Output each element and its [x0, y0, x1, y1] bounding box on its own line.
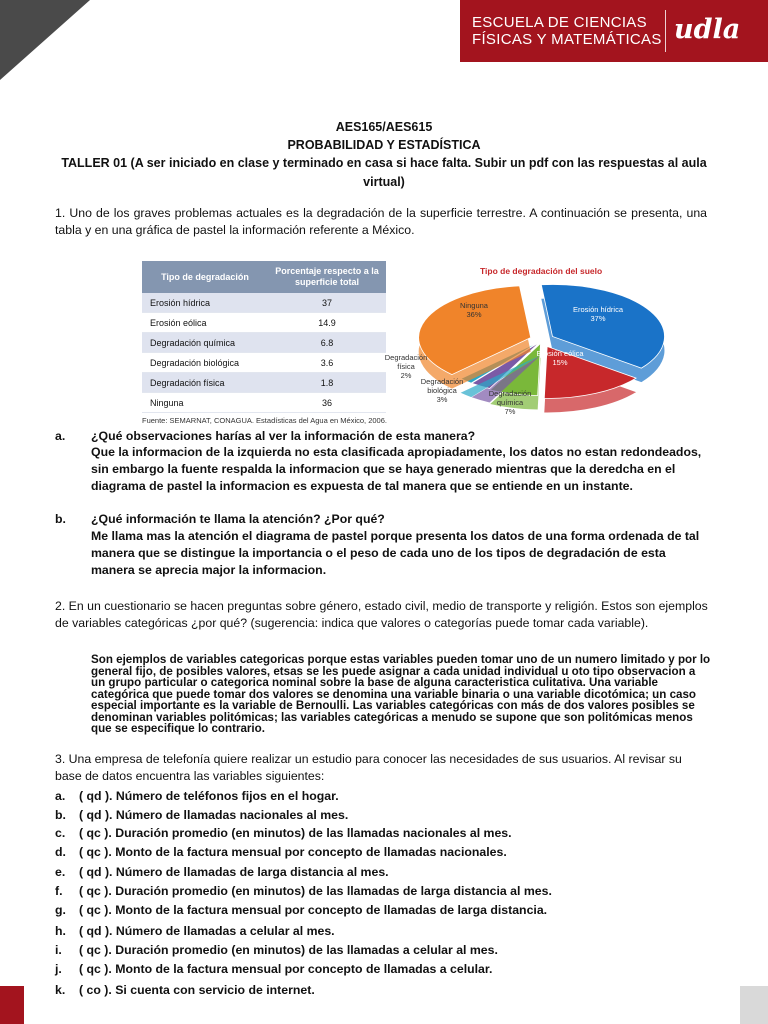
- pie-label: 3%: [436, 395, 448, 404]
- item-label: b.: [55, 808, 66, 822]
- item-text: ( qc ). Monto de la factura mensual por concepto de llamadas nacionales.: [79, 845, 507, 859]
- item-label: h.: [55, 924, 66, 938]
- table-cell-name: Erosión hídrica: [142, 293, 268, 313]
- corner-decoration: [0, 0, 90, 80]
- question-2-text: 2. En un cuestionario se hacen preguntas sobre género, estado civil, medio de transporte y religión. Estos son ejemplos de variables categóricas ¿por qué? (sugerencia: indica que valores o categorías puede tomar cada variable).: [55, 599, 708, 630]
- pie-label: Degradación: [384, 353, 428, 362]
- list-item: [55, 924, 335, 938]
- table-cell-name: Degradación biológica: [142, 353, 268, 373]
- item-text: ( qd ). Número de llamadas de larga distancia al mes.: [79, 865, 389, 879]
- table-cell-value: 37: [268, 293, 386, 313]
- answer-a: Que la informacion de la izquierda no esta clasificada apropiadamente, los datos no estan redondeados, sin embargo la fuente respalda la informacion que se haya generado mientras que la deredcha en el diagrama de pastel la informacion es expuesta de tal manera que se entiende en un instante.: [91, 445, 702, 493]
- item-label: j.: [55, 962, 62, 976]
- table-header-type: Tipo de degradación: [142, 261, 268, 293]
- list-item: [55, 903, 547, 917]
- taller-title-line-2: virtual): [363, 175, 405, 189]
- table-source: Fuente: SEMARNAT, CONAGUA. Estadísticas del Agua en México, 2006.: [142, 416, 387, 425]
- pie-label: Degradación: [420, 377, 464, 386]
- list-item: [55, 826, 512, 840]
- list-item: [55, 845, 507, 859]
- banner-line-2: FÍSICAS Y MATEMÁTICAS: [472, 31, 662, 48]
- pie-label: 7%: [504, 407, 516, 416]
- table-row: [142, 293, 386, 313]
- table-header-percent: Porcentaje respecto a la superficie total: [268, 261, 386, 293]
- pie-label: 37%: [590, 314, 606, 323]
- item-text: ( qd ). Número de llamadas nacionales al mes.: [79, 808, 349, 822]
- list-item: [55, 943, 498, 957]
- item-text: ( qc ). Duración promedio (en minutos) de las llamadas nacionales al mes.: [79, 826, 512, 840]
- item-label: g.: [55, 903, 66, 917]
- item-text: ( qc ). Monto de la factura mensual por concepto de llamadas a celular.: [79, 962, 493, 976]
- question-3-text: 3. Una empresa de telefonía quiere realizar un estudio para conocer las necesidades de sus usuarios. Al revisar su base de datos encuentra las variables siguientes:: [55, 752, 682, 783]
- pie-label: biológica: [427, 386, 457, 395]
- question-a-label: a.: [55, 429, 66, 443]
- pie-label: 36%: [466, 310, 482, 319]
- pie-label: física: [397, 362, 415, 371]
- pie-label: Degradación: [488, 389, 532, 398]
- pie-label: Ninguna: [460, 301, 488, 310]
- item-label: c.: [55, 826, 66, 840]
- degradation-pie-chart: [384, 262, 672, 426]
- table-cell-name: Erosión eólica: [142, 313, 268, 333]
- pie-label: 15%: [552, 358, 568, 367]
- table-cell-value: 36: [268, 393, 386, 413]
- pie-label: Erosión eólica: [536, 349, 584, 358]
- table-cell-value: 3.6: [268, 353, 386, 373]
- question-a-text: ¿Qué observaciones harías al ver la información de esta manera?: [91, 429, 476, 443]
- item-label: f.: [55, 884, 63, 898]
- table-cell-name: Degradación física: [142, 373, 268, 393]
- item-text: ( qc ). Monto de la factura mensual por concepto de llamadas de larga distancia.: [79, 903, 548, 917]
- footer-red-block: [0, 986, 24, 1024]
- item-text: ( qd ). Número de teléfonos fijos en el hogar.: [79, 789, 339, 803]
- table-cell-name: Degradación química: [142, 333, 268, 353]
- list-item: [55, 865, 389, 879]
- list-item: [55, 962, 492, 976]
- table-cell-value: 14.9: [268, 313, 386, 333]
- list-item: [55, 983, 315, 997]
- question-b: [55, 512, 385, 526]
- institution-banner: [460, 0, 768, 62]
- table-cell-value: 6.8: [268, 333, 386, 353]
- answer-b: Me llama mas la atención el diagrama de pastel porque presenta los datos de una forma ordenada de tal manera que se distingue la importancia o el peso de cada uno de los tipos de degradación de esta manera se aprecia major la informacion.: [91, 529, 700, 577]
- item-label: i.: [55, 943, 62, 957]
- table-cell-value: 1.8: [268, 373, 386, 393]
- item-text: ( co ). Si cuenta con servicio de internet.: [79, 983, 315, 997]
- item-text: ( qc ). Duración promedio (en minutos) de las llamadas a celular al mes.: [79, 943, 498, 957]
- list-item: [55, 884, 552, 898]
- pie-label: 2%: [400, 371, 412, 380]
- item-text: ( qd ). Número de llamadas a celular al mes.: [79, 924, 335, 938]
- question-b-text: ¿Qué información te llama la atención? ¿Por qué?: [91, 512, 385, 526]
- table-row: [142, 373, 386, 393]
- udla-logo: udla: [674, 14, 741, 45]
- footer-gray-block: [740, 986, 768, 1024]
- pie-label: química: [496, 398, 524, 407]
- pie-label: Erosión hídrica: [572, 305, 624, 314]
- question-b-label: b.: [55, 512, 66, 526]
- banner-line-1: ESCUELA DE CIENCIAS: [472, 14, 647, 31]
- pie-title: Tipo de degradación del suelo: [480, 266, 603, 276]
- course-code: AES165/AES615: [335, 120, 433, 134]
- banner-separator: [665, 10, 666, 52]
- question-1-text: 1. Uno de los graves problemas actuales es la degradación de la superficie terrestre. A continuación se presenta, una tabla y en una gráfica de pastel la información referente a México.: [55, 206, 707, 237]
- table-row: [142, 333, 386, 353]
- list-item: [55, 789, 339, 803]
- item-text: ( qc ). Duración promedio (en minutos) de las llamadas de larga distancia al mes.: [79, 884, 552, 898]
- table-row: [142, 393, 386, 413]
- item-label: e.: [55, 865, 66, 879]
- answer-2: Son ejemplos de variables categoricas porque estas variables pueden tomar uno de un numero limitado y por lo general fijo, de posibles valores, etsas se les puede asignar a cada unidad individual u oto tipo observacion a un grupo particular o categorica nominal sobre la base de alguna caracteristica culitativa. Una variable categórica que puede tomar dos valores se denomina una variable binaria o una variable dicotómica; un caso especial importante es la variable de Bernoulli. Las variables categóricas con más de dos valores posibles se denominan variables politómicas; las variables categóricas a menudo se supone que son politómicas menos que se especifique lo contrario.: [91, 653, 711, 735]
- item-label: d.: [55, 845, 66, 859]
- item-label: a.: [55, 789, 66, 803]
- table-row: [142, 313, 386, 333]
- table-row: [142, 353, 386, 373]
- question-a: [55, 429, 475, 443]
- item-label: k.: [55, 983, 66, 997]
- table-cell-name: Ninguna: [142, 393, 268, 413]
- taller-title-line-1: TALLER 01 (A ser iniciado en clase y terminado en casa si hace falta. Subir un pdf con las respuestas al aula: [61, 156, 707, 170]
- degradation-table: [142, 261, 386, 413]
- list-item: [55, 808, 348, 822]
- course-title: PROBABILIDAD Y ESTADÍSTICA: [287, 138, 481, 152]
- table-header-row: [142, 261, 386, 293]
